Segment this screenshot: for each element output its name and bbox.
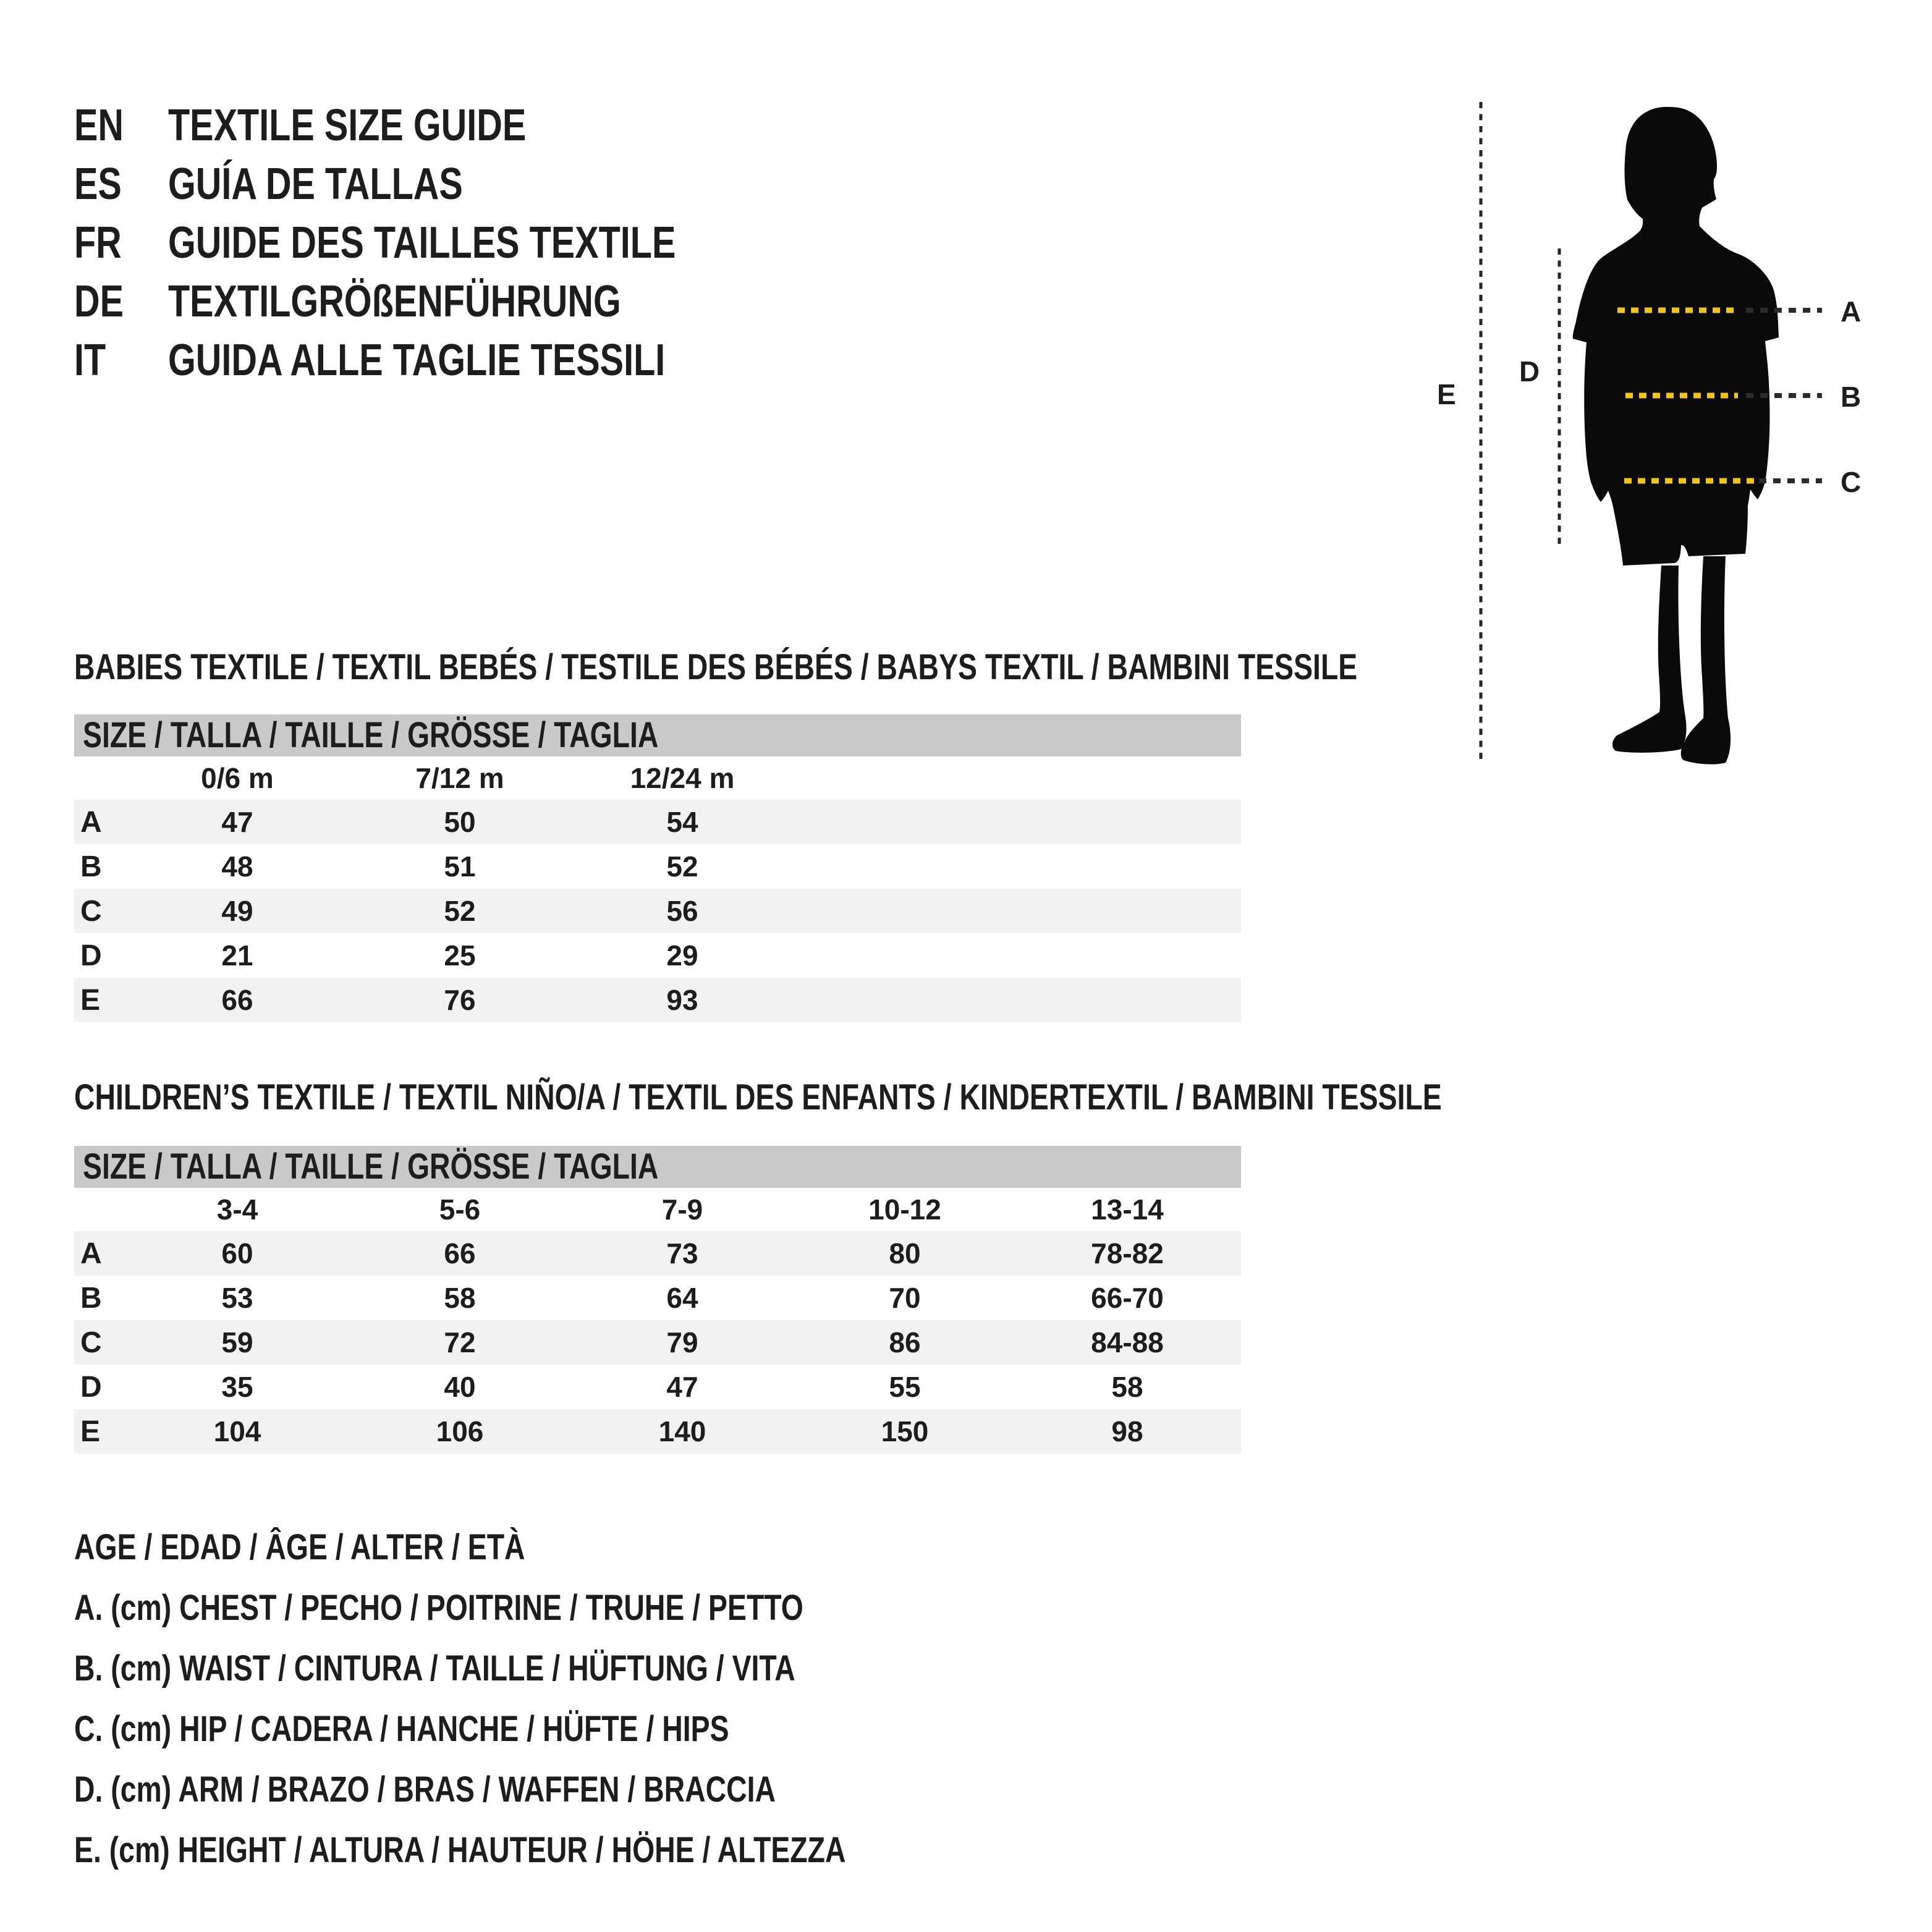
language-row [74,213,803,272]
children-column-header: 13-14 [1091,1193,1164,1226]
table-cell: 150 [881,1415,929,1447]
table-cell: 93 [666,984,698,1016]
row-label: C [80,894,102,928]
legend-line-waist: B. (cm) WAIST / CINTURA / TAILLE / HÜFTUNG / VITA [74,1648,795,1688]
row-label: A [80,1237,102,1270]
measure-label-a: A [1841,295,1862,328]
language-row [74,331,803,389]
table-cell: 66-70 [1091,1282,1164,1314]
table-cell: 53 [221,1282,253,1314]
table-cell: 50 [444,806,476,838]
table-cell: 73 [666,1237,698,1269]
babies-column-header: 7/12 m [415,762,504,794]
children-column-header: 3-4 [216,1193,258,1226]
table-cell: 51 [444,850,476,883]
table-cell: 76 [444,984,476,1016]
measurement-legend [74,1517,1039,1881]
language-code: ES [74,159,122,209]
table-cell: 64 [666,1282,698,1314]
table-row [74,1409,1241,1454]
children-table [74,1188,1241,1454]
table-row [74,933,1241,978]
table-cell: 25 [444,939,476,972]
legend-line-age: AGE / EDAD / ÂGE / ALTER / ETÀ [74,1527,525,1567]
table-cell: 35 [221,1371,253,1403]
language-title: GUIDE DES TAILLES TEXTILE [168,218,676,268]
row-label: B [80,1281,102,1315]
table-row [74,889,1241,933]
table-cell: 52 [444,895,476,927]
language-code: DE [74,276,124,326]
children-size-header-bar: SIZE / TALLA / TAILLE / GRÖSSE / TAGLIA [74,1146,1241,1188]
table-cell: 66 [221,984,253,1016]
child-silhouette [1573,107,1779,566]
row-label: A [80,805,102,839]
row-label: E [80,983,101,1017]
table-cell: 106 [436,1415,484,1447]
table-cell: 140 [658,1415,706,1447]
table-cell: 58 [1111,1371,1143,1403]
table-cell: 70 [889,1282,921,1314]
measure-label-d: D [1519,355,1540,388]
table-row [74,800,1241,844]
table-row [74,1231,1241,1276]
legend-line-chest: A. (cm) CHEST / PECHO / POITRINE / TRUHE / PETTO [74,1588,803,1628]
language-header [74,96,803,389]
language-row [74,155,803,213]
legend-line-arm: D. (cm) ARM / BRAZO / BRAS / WAFFEN / BRACCIA [74,1769,776,1810]
table-cell: 72 [444,1326,476,1358]
table-cell: 55 [889,1371,921,1403]
table-row [74,978,1241,1022]
table-cell: 52 [666,850,698,883]
table-cell: 21 [221,939,253,972]
row-label: E [80,1415,101,1448]
child-right-leg [1681,556,1731,765]
language-title: GUIDA ALLE TAGLIE TESSILI [168,335,666,385]
table-cell: 58 [444,1282,476,1314]
table-cell: 104 [213,1415,261,1447]
table-cell: 78-82 [1091,1237,1164,1269]
table-cell: 86 [889,1326,921,1358]
children-column-header: 5-6 [439,1193,481,1226]
table-cell: 66 [444,1237,476,1269]
table-cell: 84-88 [1091,1326,1164,1358]
children-column-header: 7-9 [661,1193,703,1226]
babies-size-header-bar: SIZE / TALLA / TAILLE / GRÖSSE / TAGLIA [74,714,1241,756]
table-cell: 47 [221,806,253,838]
language-title: TEXTILGRÖßENFÜHRUNG [168,276,621,326]
table-cell: 40 [444,1371,476,1403]
babies-table [74,756,1241,1022]
children-column-header-row [74,1188,1241,1231]
children-column-header: 10-12 [868,1193,941,1226]
children-table-title: CHILDREN’S TEXTILE / TEXTIL NIÑO/A / TEXTIL DES ENFANTS / KINDERTEXTIL / BAMBINI TESSILE [74,1077,1442,1117]
legend-line-hip: C. (cm) HIP / CADERA / HANCHE / HÜFTE / HIPS [74,1709,729,1749]
table-cell: 49 [221,895,253,927]
language-code: EN [74,100,124,150]
row-label: B [80,850,102,883]
measure-label-b: B [1841,381,1862,413]
row-label: D [80,939,102,972]
table-row [74,1320,1241,1365]
language-title: GUÍA DE TALLAS [168,159,463,209]
table-cell: 29 [666,939,698,972]
table-cell: 56 [666,895,698,927]
table-cell: 98 [1111,1415,1143,1447]
table-cell: 54 [666,806,698,838]
table-row [74,1276,1241,1320]
row-label: C [80,1326,102,1359]
table-cell: 59 [221,1326,253,1358]
table-cell: 47 [666,1371,698,1403]
language-title: TEXTILE SIZE GUIDE [168,100,527,150]
babies-column-header: 12/24 m [630,762,735,794]
babies-column-header: 0/6 m [201,762,274,794]
table-row [74,844,1241,889]
measure-label-c: C [1841,466,1862,498]
table-cell: 80 [889,1237,921,1269]
language-code: IT [74,335,106,385]
language-row [74,272,803,331]
measure-label-e: E [1437,378,1456,410]
babies-table-title: BABIES TEXTILE / TEXTIL BEBÉS / TESTILE DES BÉBÉS / BABYS TEXTIL / BAMBINI TESSILE [74,647,1358,687]
table-row [74,1365,1241,1409]
babies-column-header-row [74,756,1241,800]
language-row [74,96,803,155]
table-cell: 48 [221,850,253,883]
table-cell: 79 [666,1326,698,1358]
legend-line-height: E. (cm) HEIGHT / ALTURA / HAUTEUR / HÖHE / ALTEZZA [74,1830,846,1870]
language-code: FR [74,218,122,268]
table-cell: 60 [221,1237,253,1269]
row-label: D [80,1370,102,1404]
